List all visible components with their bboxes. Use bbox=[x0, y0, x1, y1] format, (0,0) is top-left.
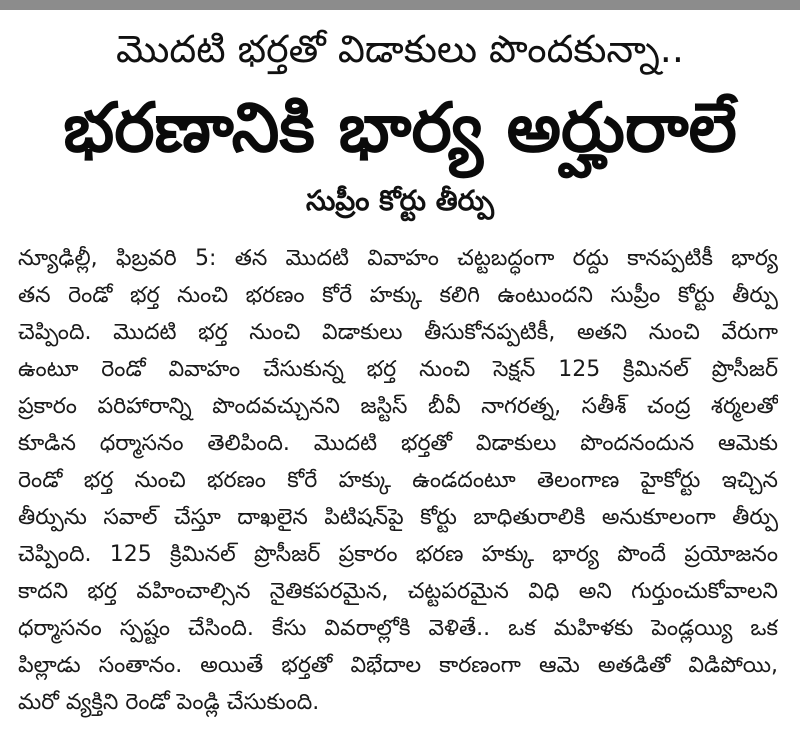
body-line: ప్రకారం పరిహారాన్ని పొందవచ్చునని జస్టిస్ బీవీ నాగరత్న, సతీశ్ చంద్ర శర్మలతో bbox=[18, 394, 778, 419]
body-line: తన రెండో భర్త నుంచి భరణం కోరే హక్కు కలిగి ఉంటుందని సుప్రీం కోర్టు తీర్పు bbox=[18, 283, 778, 308]
article-kicker: మొదటి భర్తతో విడాకులు పొందకున్నా.. bbox=[116, 27, 684, 71]
body-line: పిల్లాడు సంతానం. అయితే భర్తతో విభేదాల కారణంగా ఆమె అతడితో విడిపోయి, bbox=[18, 653, 778, 678]
body-line: ఉంటూ రెండో వివాహం చేసుకున్న భర్త నుంచి సెక్షన్ 125 క్రిమినల్ ప్రొసీజర్ bbox=[18, 357, 778, 382]
body-line: న్యూఢిల్లీ, ఫిబ్రవరి 5: తన మొదటి వివాహం చట్టబద్ధంగా రద్దు కానప్పటికీ భార్య bbox=[18, 246, 778, 271]
body-line: ధర్మాసనం స్పష్టం చేసింది. కేసు వివరాల్లోకి వెళితే.. ఒక మహిళకు పెండ్లయ్యి ఒక bbox=[18, 616, 778, 641]
body-line: చెప్పింది. 125 క్రిమినల్ ప్రొసీజర్ ప్రకారం భరణ హక్కు భార్య పొందే ప్రయోజనం bbox=[18, 542, 778, 567]
body-line: కూడిన ధర్మాసనం తెలిపింది. మొదటి భర్తతో విడాకులు పొందనందున ఆమెకు bbox=[18, 431, 778, 456]
body-line: చెప్పింది. మొదటి భర్త నుంచి విడాకులు తీసుకోనప్పటికీ, అతని నుంచి వేరుగా bbox=[18, 320, 778, 345]
body-line: మరో వ్యక్తిని రెండో పెండ్లి చేసుకుంది. bbox=[18, 690, 320, 715]
article-headline: భరణానికి భార్య అర్హురాలే bbox=[63, 89, 737, 168]
body-line: కాదని భర్త వహించాల్సిన నైతికపరమైన, చట్టపరమైన విధి అని గుర్తుంచుకోవాలని bbox=[18, 579, 778, 604]
article-subheadline: సుప్రీం కోర్టు తీర్పు bbox=[305, 184, 495, 217]
body-line: రెండో భర్త నుంచి భరణం కోరే హక్కు ఉండదంటూ తెలంగాణ హైకోర్టు ఇచ్చిన bbox=[18, 468, 778, 493]
article-body bbox=[18, 240, 778, 721]
body-line: తీర్పును సవాల్ చేస్తూ దాఖలైన పిటిషన్‌పై కోర్టు బాధితురాలికి అనుకూలంగా తీర్పు bbox=[18, 505, 778, 530]
top-rule bbox=[0, 0, 800, 10]
